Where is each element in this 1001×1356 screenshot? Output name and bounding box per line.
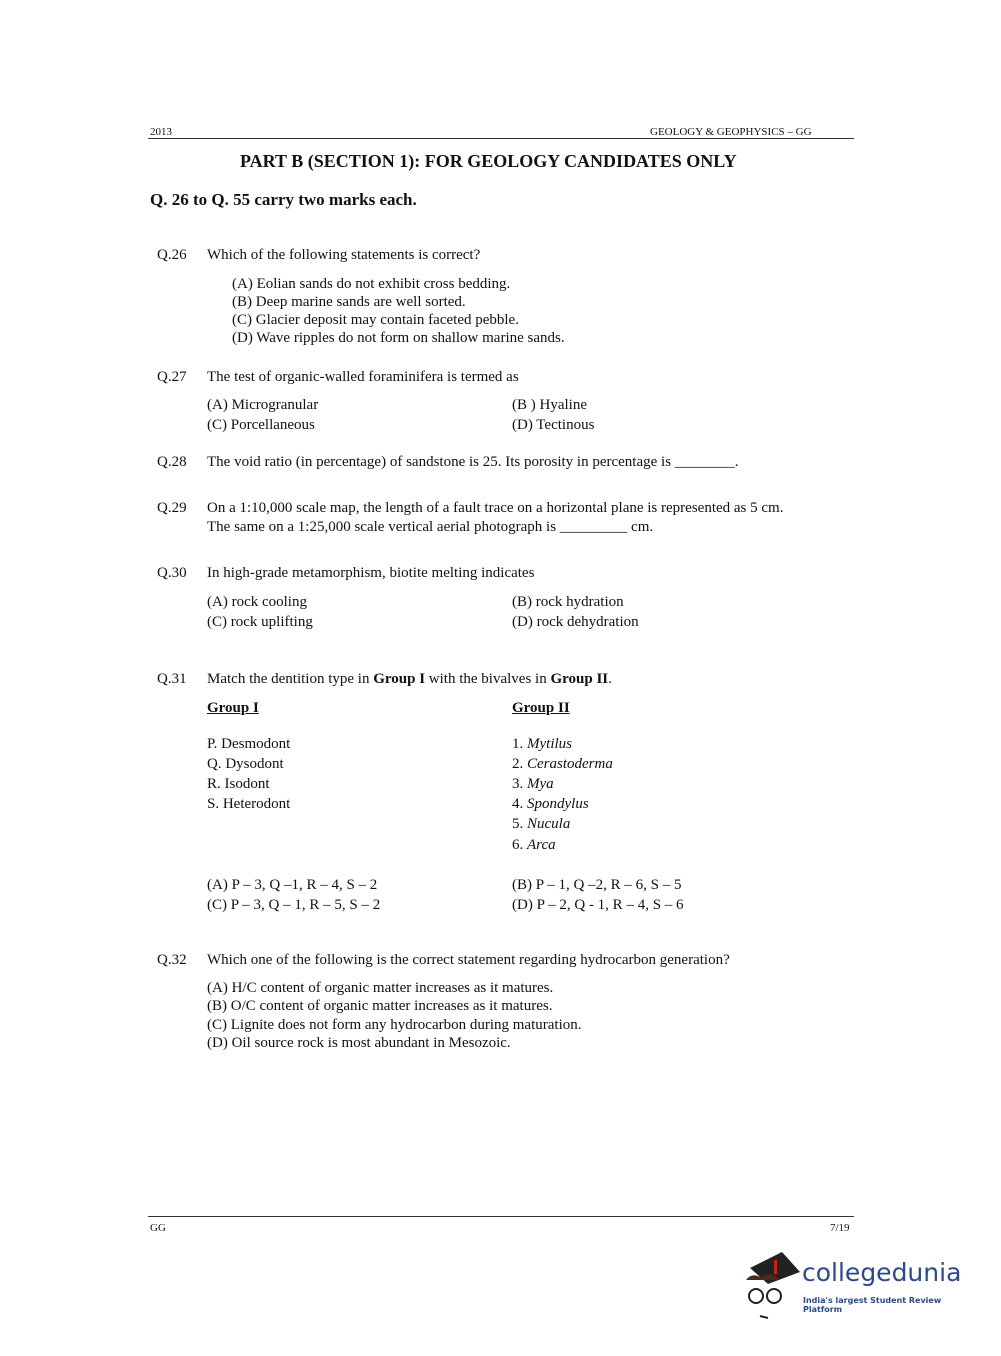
option: (B) Deep marine sands are well sorted. [232,294,466,310]
question-text: On a 1:10,000 scale map, the length of a fault trace on a horizontal plane is represented as 5 cm. [207,500,784,516]
group2-item: 4. Spondylus [512,796,589,812]
question-text: In high-grade metamorphism, biotite melting indicates [207,565,535,581]
option: (B) P – 1, Q –2, R – 6, S – 5 [512,877,682,893]
question-text: Which one of the following is the correct statement regarding hydrocarbon generation? [207,952,730,968]
option: (C) P – 3, Q – 1, R – 5, S – 2 [207,897,381,913]
question-number: Q.30 [157,565,187,581]
option: (D) rock dehydration [512,614,639,630]
option: (C) Glacier deposit may contain faceted pebble. [232,312,519,328]
section-title: PART B (SECTION 1): FOR GEOLOGY CANDIDATES ONLY [240,151,737,171]
group2-item: 6. Arca [512,837,556,853]
question-text: Match the dentition type in Group I with the bivalves in Group II. [207,671,612,687]
option: (D) Oil source rock is most abundant in Mesozoic. [207,1035,511,1051]
group1-item: Q. Dysodont [207,756,284,772]
option: (C) Lignite does not form any hydrocarbon during maturation. [207,1017,582,1033]
option: (C) Porcellaneous [207,417,315,433]
option: (C) rock uplifting [207,614,313,630]
collegedunia-logo [742,1250,972,1320]
question-text: The test of organic-walled foraminifera is termed as [207,369,519,385]
logo-tagline: India's largest Student Review Platform [803,1296,942,1314]
group1-item: S. Heterodont [207,796,291,812]
question-number: Q.27 [157,369,187,385]
page-number: 7/19 [830,1222,850,1234]
option: (A) Eolian sands do not exhibit cross bedding. [232,276,511,292]
question-number: Q.26 [157,247,187,263]
option: (D) Tectinous [512,417,595,433]
group1-item: R. Isodont [207,776,270,792]
question-number: Q.31 [157,671,187,687]
option: (A) Microgranular [207,397,319,413]
logo-wordmark: collegedunia [802,1258,962,1287]
header-year: 2013 [150,126,172,138]
option: (A) H/C content of organic matter increases as it matures. [207,980,554,996]
header-rule [148,138,854,139]
option: (A) P – 3, Q –1, R – 4, S – 2 [207,877,378,893]
option: (A) rock cooling [207,594,307,610]
group2-item: 2. Cerastoderma [512,756,613,772]
option: (B) O/C content of organic matter increases as it matures. [207,998,553,1014]
header-subject: GEOLOGY & GEOPHYSICS – GG [650,126,812,138]
option: (B) rock hydration [512,594,624,610]
group1-heading: Group I [207,700,259,716]
question-text: The void ratio (in percentage) of sandstone is 25. Its porosity in percentage is ________. [207,454,739,470]
group2-heading: Group II [512,700,570,716]
group2-item: 5. Nucula [512,816,571,832]
question-text-line2: The same on a 1:25,000 scale vertical aerial photograph is _________ cm. [207,519,654,535]
question-number: Q.28 [157,454,187,470]
mascot-icon [742,1250,802,1320]
option: (B ) Hyaline [512,397,587,413]
marks-note: Q. 26 to Q. 55 carry two marks each. [150,190,417,209]
footer-code: GG [150,1222,166,1234]
group2-item: 1. Mytilus [512,736,572,752]
option: (D) Wave ripples do not form on shallow marine sands. [232,330,565,346]
question-number: Q.32 [157,952,187,968]
question-text: Which of the following statements is correct? [207,247,481,263]
group2-item: 3. Mya [512,776,554,792]
question-number: Q.29 [157,500,187,516]
footer-rule [148,1216,854,1217]
option: (D) P – 2, Q - 1, R – 4, S – 6 [512,897,684,913]
group1-item: P. Desmodont [207,736,291,752]
